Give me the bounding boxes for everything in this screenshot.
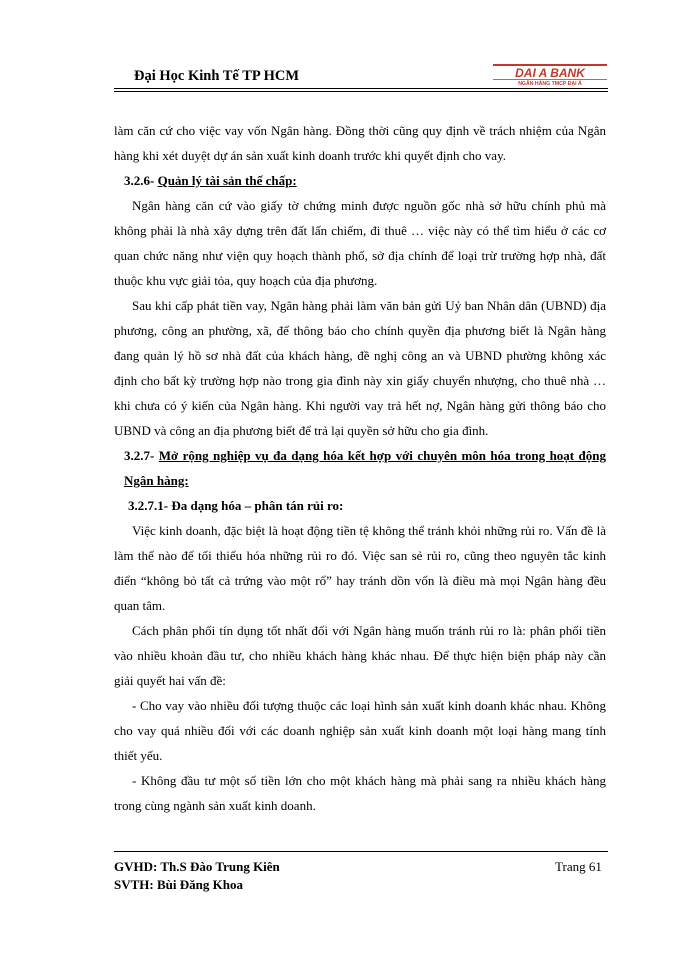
header-title: Đại Học Kinh Tế TP HCM: [134, 68, 300, 84]
section-title: Mở rộng nghiệp vụ đa dạng hóa kết hợp với chuyên môn hóa trong hoạt động Ngân hàng:: [124, 448, 606, 488]
header-rule-thin: [114, 91, 608, 92]
paragraph: Cách phân phối tín dụng tốt nhất đối với Ngân hàng muốn tránh rủi ro là: phân phối tiền vào nhiều khoản đầu tư, cho nhiều khách hàng khác nhau. Để thực hiện biện pháp này cần giải quyết hai vấn đề:: [114, 623, 606, 688]
logo-bar-bottom: [493, 79, 607, 80]
footer-rule: [114, 851, 608, 852]
list-item: - Cho vay vào nhiều đối tượng thuộc các loại hình sản xuất kinh doanh khác nhau. Không cho vay quá nhiều đối với các doanh nghiệp sản xuất kinh doanh một loại hàng mang tính thiết yếu.: [114, 698, 606, 763]
logo-text: DAI A BANK: [515, 66, 585, 80]
subsection-heading-3-2-7-1: 3.2.7.1- Đa dạng hóa – phân tán rủi ro:: [128, 498, 344, 513]
page-number: Trang 61: [555, 859, 602, 874]
bank-logo: [493, 64, 607, 86]
paragraph-continued: làm căn cứ cho việc vay vốn Ngân hàng. Đồng thời cũng quy định về trách nhiệm của Ngân hàng khi xét duyệt dự án sản xuất kinh doanh trước khi quyết định cho vay.: [114, 123, 606, 163]
paragraph: Việc kinh doanh, đặc biệt là hoạt động tiền tệ không thể tránh khỏi những rủi ro. Vấn đề là làm thế nào để tối thiểu hóa những rủi ro đó. Việc san sẻ rủi ro, cũng theo nguyên tắc kinh điển “không bỏ tất cả trứng vào một rổ” hay tránh dồn vốn là điều mà mọi Ngân hàng đều quan tâm.: [114, 523, 606, 613]
footer-advisor: GVHD: Th.S Đào Trung Kiên: [114, 859, 280, 874]
page-body: [114, 118, 606, 818]
paragraph: Ngân hàng căn cứ vào giấy tờ chứng minh được nguồn gốc nhà sở hữu chính phủ mà không phải là nhà xây dựng trên đất lấn chiếm, đi thuê … việc này có thể tìm hiểu ở các cơ quan chức năng như viện quy hoạch thành phố, sở địa chính để loại trừ trường hợp nhà, đất thuộc khu vực giải tỏa, quy hoạch của địa phương.: [114, 198, 606, 288]
header-rule: [114, 88, 608, 89]
section-heading-3-2-7: [124, 443, 606, 493]
list-item: - Không đầu tư một số tiền lớn cho một khách hàng mà phải sang ra nhiều khách hàng trong cùng ngành sản xuất kinh doanh.: [114, 773, 606, 813]
section-title: Quản lý tài sản thế chấp:: [157, 173, 297, 188]
section-number: 3.2.7-: [124, 448, 159, 463]
section-number: 3.2.6-: [124, 173, 158, 188]
section-heading-3-2-6: [124, 168, 606, 193]
logo-subtext: NGÂN HÀNG TMCP ĐẠI Á: [518, 81, 582, 86]
paragraph: Sau khi cấp phát tiền vay, Ngân hàng phải làm văn bản gửi Uỷ ban Nhân dân (UBND) địa phương, công an phường, xã, để thông báo cho chính quyền địa phương biết là Ngân hàng đang quản lý hồ sơ nhà đất của khách hàng, đề nghị công an và UBND phường không xác định cho bất kỳ trường hợp nào trong gia đình này xin giấy chuyển nhượng, cho thuê nhà … khi chưa có ý kiến của Ngân hàng. Khi người vay trả hết nợ, Ngân hàng gửi thông báo cho UBND và công an địa phương biết để trả lại quyền sở hữu cho gia đình.: [114, 298, 606, 438]
footer-student: SVTH: Bùi Đăng Khoa: [114, 877, 243, 892]
